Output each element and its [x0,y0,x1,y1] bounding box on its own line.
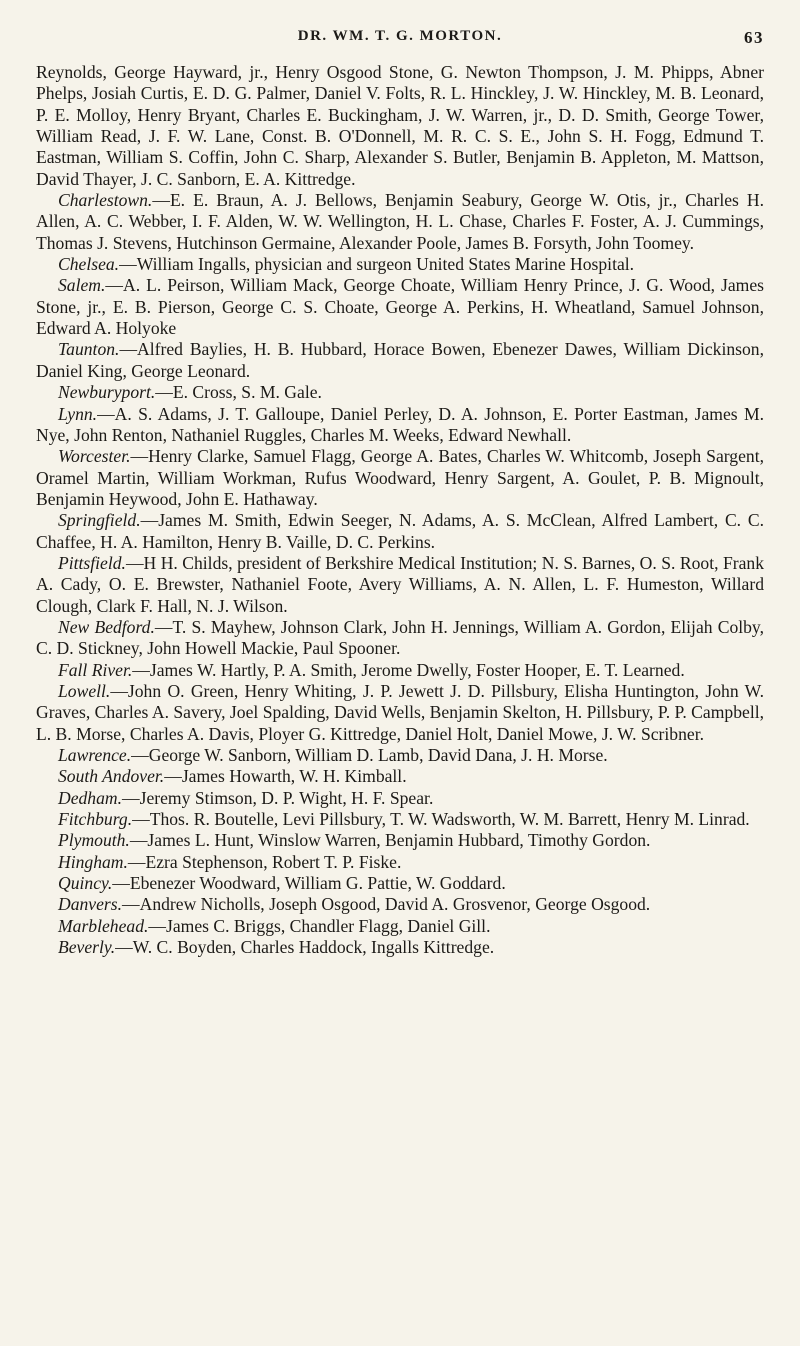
list-paragraph [36,62,764,190]
list-paragraph [36,788,764,809]
town-name: Lowell. [58,680,111,701]
physician-list [36,62,764,958]
list-paragraph [36,766,764,787]
list-paragraph [36,681,764,745]
town-name: Beverly. [58,937,116,958]
list-paragraph [36,617,764,660]
list-paragraph [36,190,764,254]
list-paragraph [36,553,764,617]
list-paragraph [36,510,764,553]
page-number: 63 [744,28,764,47]
town-name: Charlestown. [58,190,153,211]
paragraph-text: —Jeremy Stimson, D. P. Wight, H. F. Spear. [122,787,434,808]
town-name: South Andover. [58,766,165,787]
list-paragraph [36,660,764,681]
running-head [36,28,764,50]
list-paragraph [36,873,764,894]
town-name: Pittsfield. [58,552,126,573]
list-paragraph [36,916,764,937]
town-name: Marblehead. [58,915,149,936]
paragraph-text: —John O. Green, Henry Whiting, J. P. Jewett J. D. Pillsbury, Elisha Huntington, John W. Graves, Charles A. Savery, Joel Spalding, David Wells, Benjamin Skelton, H. Pillsbury, P. P. Campbell, L. B. Morse, Charles A. Davis, Ployer G. Kittredge, Daniel Holt, Daniel Mowe, J. W. Scribner. [36,680,764,744]
town-name: Springfield. [58,510,141,531]
paragraph-text: —Henry Clarke, Samuel Flagg, George A. Bates, Charles W. Whitcomb, Joseph Sargent, Oramel Martin, William Workman, Rufus Woodward, Henry Sargent, A. Goulet, P. B. Mignoult, Benjamin Heywood, John E. Hathaway. [36,446,764,509]
paragraph-text: —W. C. Boyden, Charles Haddock, Ingalls Kittredge. [115,937,495,958]
list-paragraph [36,404,764,447]
paragraph-text: —Ezra Stephenson, Robert T. P. Fiske. [127,851,402,872]
list-paragraph [36,830,764,851]
town-name: Fitchburg. [58,809,133,830]
running-head-title: DR. WM. T. G. MORTON. [297,28,503,44]
town-name: Dedham. [58,787,123,808]
paragraph-text: Reynolds, George Hayward, jr., Henry Osgood Stone, G. Newton Thompson, J. M. Phipps, Abner Phelps, Josiah Curtis, E. D. G. Palmer, Daniel V. Folts, R. L. Hinckley, J. W. Hinckley, M. B. Leonard, P. E. Molloy, Henry Bryant, Charles E. Buckingham, J. W. Warren, jr., D. D. Smith, George Tower, William Read, J. F. W. Lane, Const. B. O'Donnell, M. R. C. S. E., John S. H. Fogg, Edmund T. Eastman, William S. Coffin, John C. Sharp, Alexander S. Butler, Benjamin B. Appleton, M. Mattson, David Thayer, J. C. Sanborn, E. A. Kittredge. [36,62,764,189]
list-paragraph [36,275,764,339]
paragraph-text: —Andrew Nicholls, Joseph Osgood, David A. Grosvenor, George Osgood. [122,894,651,915]
list-paragraph [36,446,764,510]
town-name: Danvers. [58,894,123,915]
list-paragraph [36,852,764,873]
list-paragraph [36,894,764,915]
town-name: Hingham. [58,851,128,872]
paragraph-text: —George W. Sanborn, William D. Lamb, David Dana, J. H. Morse. [131,745,608,765]
town-name: Lynn. [58,403,98,424]
town-name: Lawrence. [58,745,132,765]
list-paragraph [36,382,764,403]
list-paragraph [36,745,764,766]
town-name: Quincy. [58,873,113,894]
town-name: New Bedford. [58,616,155,637]
paragraph-text: —A. L. Peirson, William Mack, George Choate, William Henry Prince, J. G. Wood, James Stone, jr., E. B. Pierson, George C. S. Choate, George A. Perkins, H. Wheatland, Samuel Johnson, Edward A. Holyoke [36,275,764,339]
town-name: Newburyport. [58,382,156,403]
town-name: Chelsea. [58,254,120,275]
paragraph-text: —E. Cross, S. M. Gale. [155,382,322,403]
paragraph-text: —H H. Childs, president of Berkshire Medical Institution; N. S. Barnes, O. S. Root, Frank A. Cady, O. E. Brewster, Nathaniel Foote, Avery Williams, A. N. Allen, L. F. Humeston, Willard Clough, Clark F. Hall, N. J. Wilson. [36,552,764,616]
town-name: Plymouth. [58,830,130,851]
paragraph-text: —James L. Hunt, Winslow Warren, Benjamin Hubbard, Timothy Gordon. [129,830,651,851]
paragraph-text: —James Howarth, W. H. Kimball. [164,766,407,787]
list-paragraph [36,937,764,958]
paragraph-text: —James M. Smith, Edwin Seeger, N. Adams, A. S. McClean, Alfred Lambert, C. C. Chaffee, H. A. Hamilton, Henry B. Vaille, D. C. Perkins. [36,510,764,552]
town-name: Fall River. [58,659,133,680]
paragraph-text: —T. S. Mayhew, Johnson Clark, John H. Jennings, William A. Gordon, Elijah Colby, C. D. Stickney, John Howell Mackie, Paul Spooner. [36,616,764,659]
town-name: Taunton. [58,339,120,360]
town-name: Worcester. [58,446,131,467]
paragraph-text: —A. S. Adams, J. T. Galloupe, Daniel Perley, D. A. Johnson, E. Porter Eastman, James M. Nye, John Renton, Nathaniel Ruggles, Charles M. Weeks, Edward Newhall. [36,403,764,445]
town-name: Salem. [58,275,106,296]
paragraph-text: —Thos. R. Boutelle, Levi Pillsbury, T. W. Wadsworth, W. M. Barrett, Henry M. Linrad. [132,809,750,830]
list-paragraph [36,339,764,382]
list-paragraph [36,254,764,275]
paragraph-text: —E. E. Braun, A. J. Bellows, Benjamin Seabury, George W. Otis, jr., Charles H. Allen, A. C. Webber, I. F. Alden, W. W. Wellington, H. L. Chase, Charles F. Foster, A. J. Cummings, Thomas J. Stevens, Hutchinson Germaine, Alexander Poole, James B. Forsyth, John Toomey. [36,190,764,253]
paragraph-text: —Ebenezer Woodward, William G. Pattie, W. Goddard. [112,873,506,894]
paragraph-text: —William Ingalls, physician and surgeon United States Marine Hospital. [119,254,635,275]
paragraph-text: —James W. Hartly, P. A. Smith, Jerome Dwelly, Foster Hooper, E. T. Learned. [132,659,685,680]
paragraph-text: —Alfred Baylies, H. B. Hubbard, Horace Bowen, Ebenezer Dawes, William Dickinson, Daniel King, George Leonard. [36,339,764,381]
paragraph-text: —James C. Briggs, Chandler Flagg, Daniel Gill. [148,915,491,936]
list-paragraph [36,809,764,830]
